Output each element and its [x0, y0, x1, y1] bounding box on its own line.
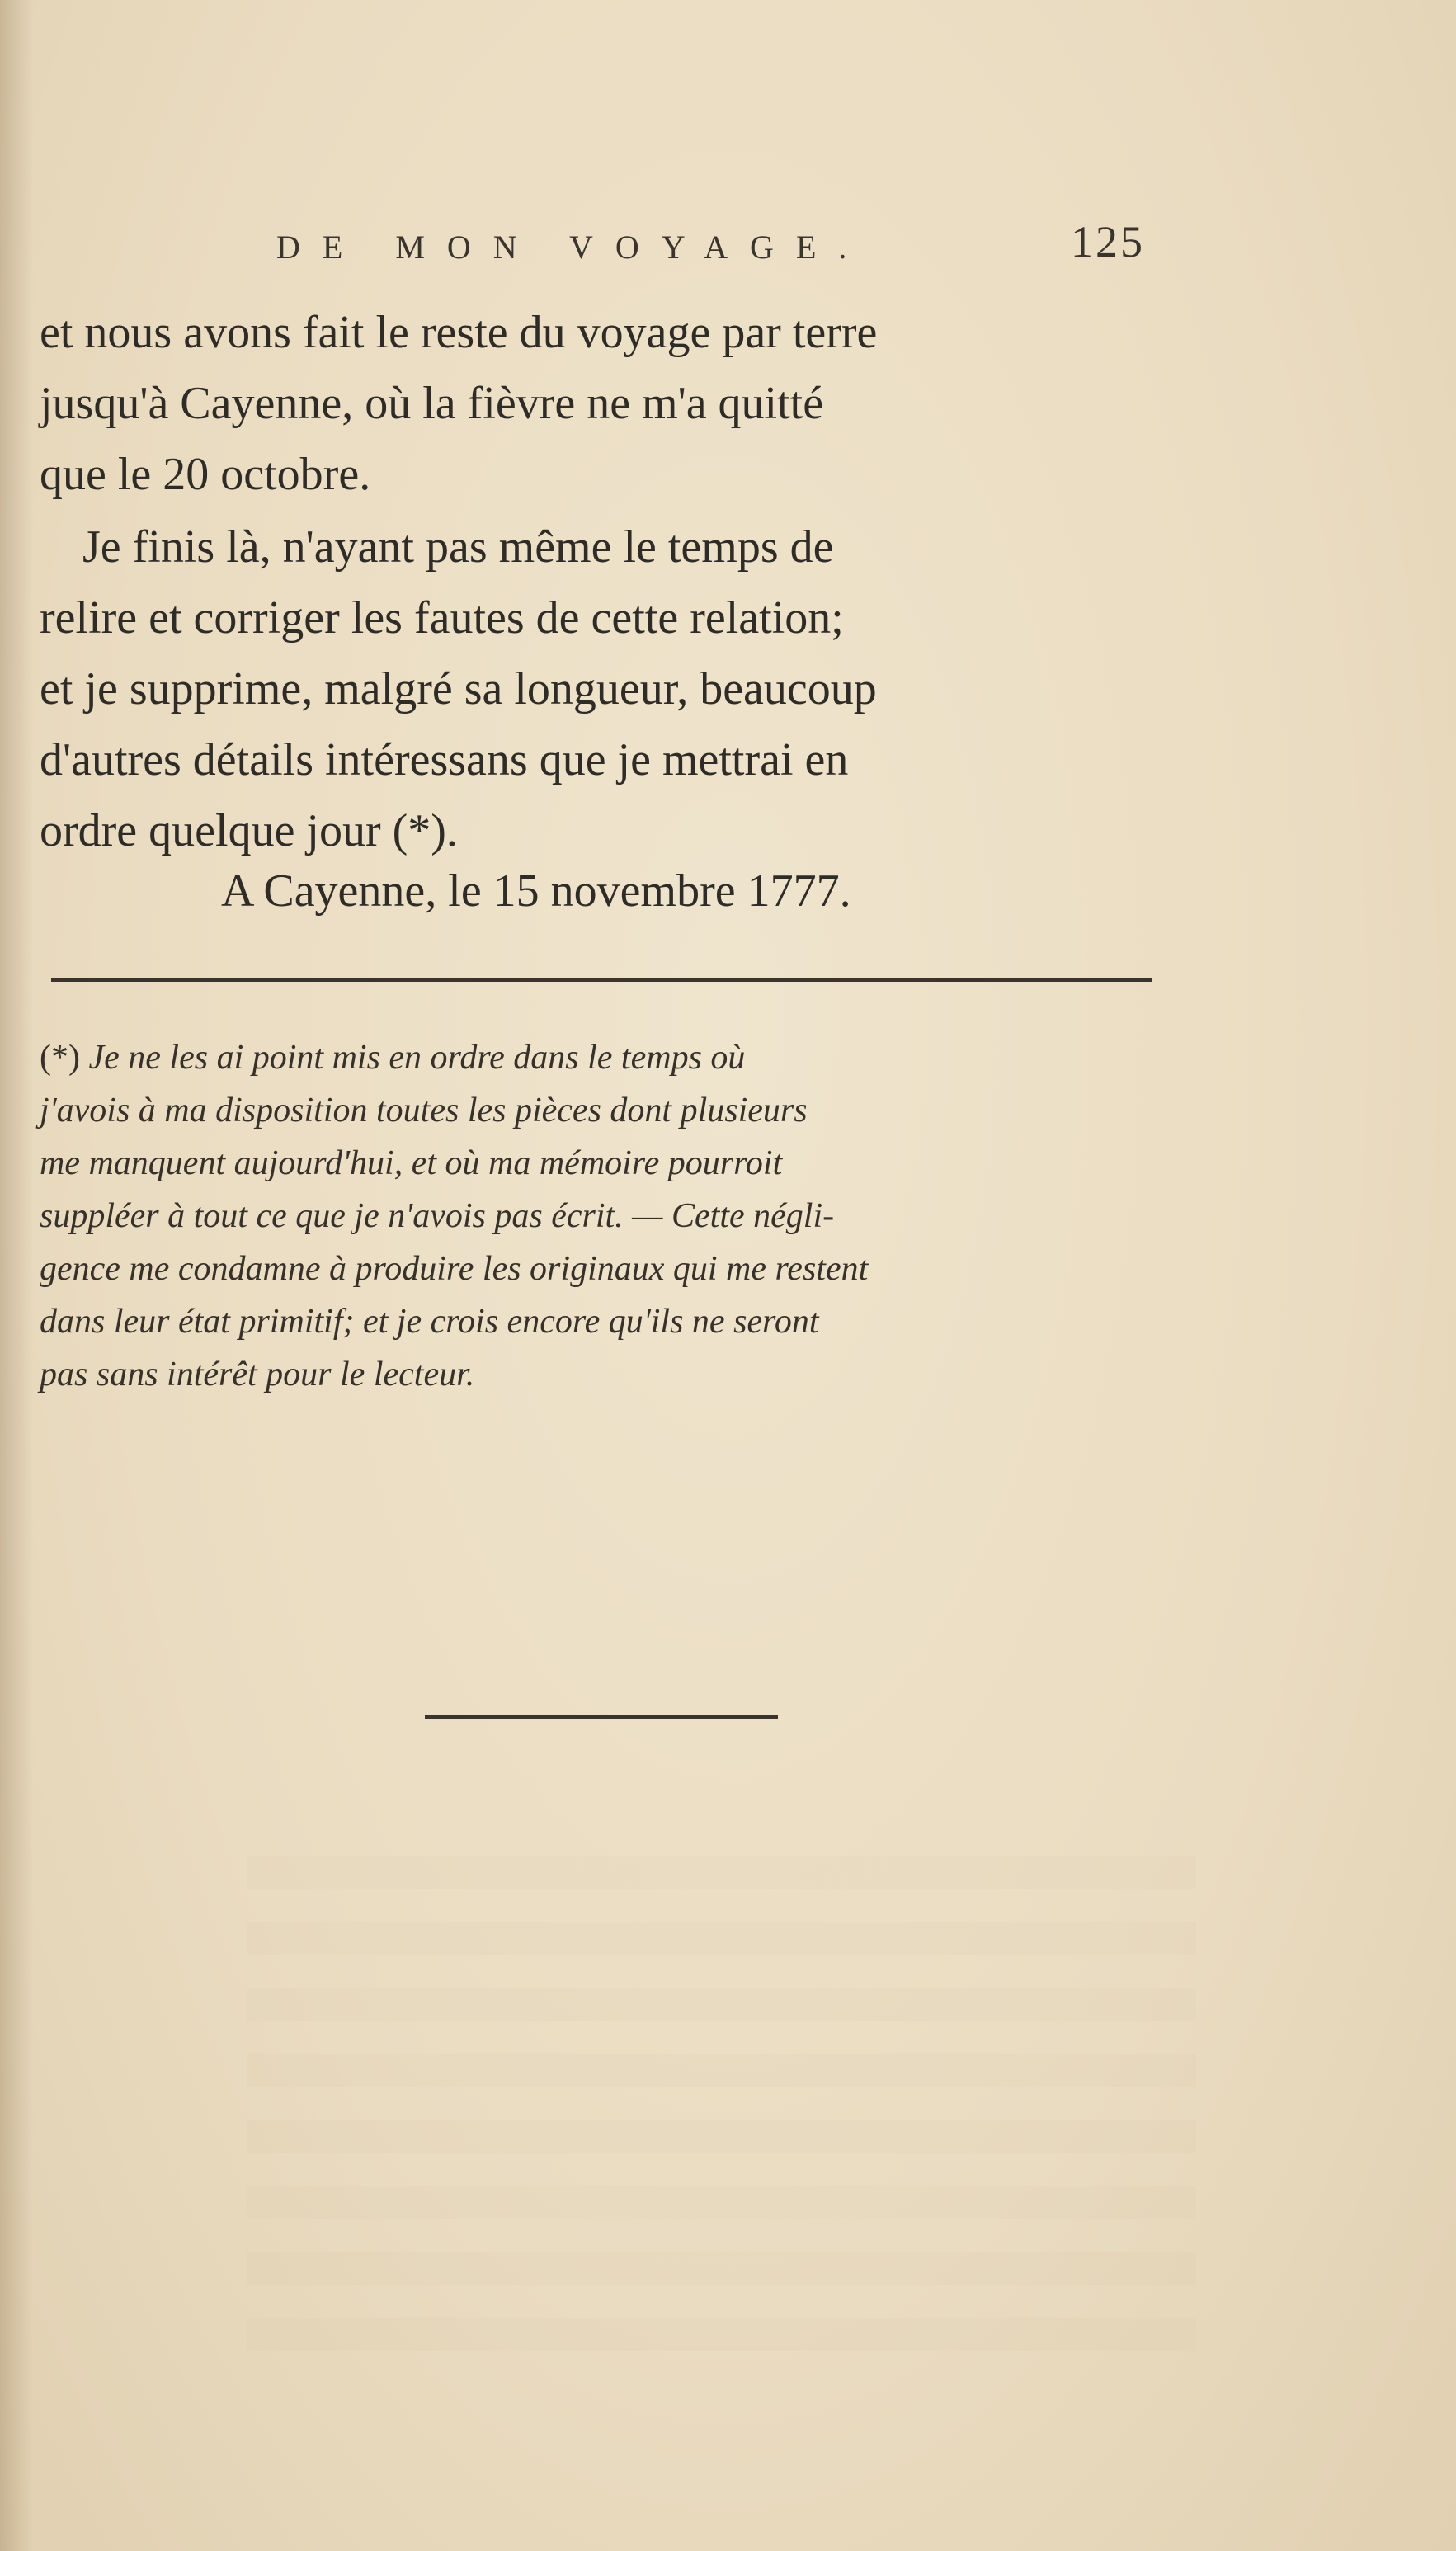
text-line: relire et corriger les fautes de cette relation; — [40, 592, 844, 644]
text-line: jusqu'à Cayenne, où la fièvre ne m'a quitté — [40, 378, 824, 429]
footnote-marker: (*) — [40, 1039, 80, 1077]
footnote-line — [40, 1031, 1170, 1084]
footnote — [40, 1031, 1170, 1401]
footnote-line: suppléer à tout ce que je n'avois pas écrit. — Cette négli- — [40, 1197, 835, 1235]
body-paragraph-2 — [40, 512, 1162, 866]
gutter-shadow — [0, 0, 33, 2551]
footnote-line: dans leur état primitif; et je crois encore qu'ils ne seront — [40, 1303, 819, 1341]
body-paragraph-1 — [40, 297, 1162, 510]
text-line: et nous avons fait le reste du voyage par terre — [40, 307, 878, 358]
text-line: Je finis là, n'ayant pas même le temps de — [82, 521, 834, 573]
footnote-line-text: Je ne les ai point mis en ordre dans le temps où — [88, 1039, 746, 1077]
footnote-line: gence me condamne à produire les originaux qui me restent — [40, 1250, 869, 1288]
footnote-line: j'avois à ma disposition toutes les pièces dont plusieurs — [40, 1092, 808, 1129]
running-head: DE MON VOYAGE. — [276, 229, 869, 266]
footnote-line: me manquent aujourd'hui, et où ma mémoire pourroit — [40, 1144, 783, 1182]
text-line: ordre quelque jour (*). — [40, 805, 458, 856]
text-line: et je supprime, malgré sa longueur, beaucoup — [40, 663, 877, 714]
page-number: 125 — [1071, 217, 1145, 266]
text-line: d'autres détails intéressans que je mettrai en — [40, 734, 849, 785]
footnote-line: pas sans intérêt pour le lecteur. — [40, 1356, 475, 1393]
place-date-line: A Cayenne, le 15 novembre 1777. — [221, 865, 851, 917]
end-rule — [425, 1715, 778, 1719]
text-line: que le 20 octobre. — [40, 449, 371, 500]
show-through-bleed — [247, 1856, 1196, 2351]
section-rule — [51, 978, 1152, 982]
